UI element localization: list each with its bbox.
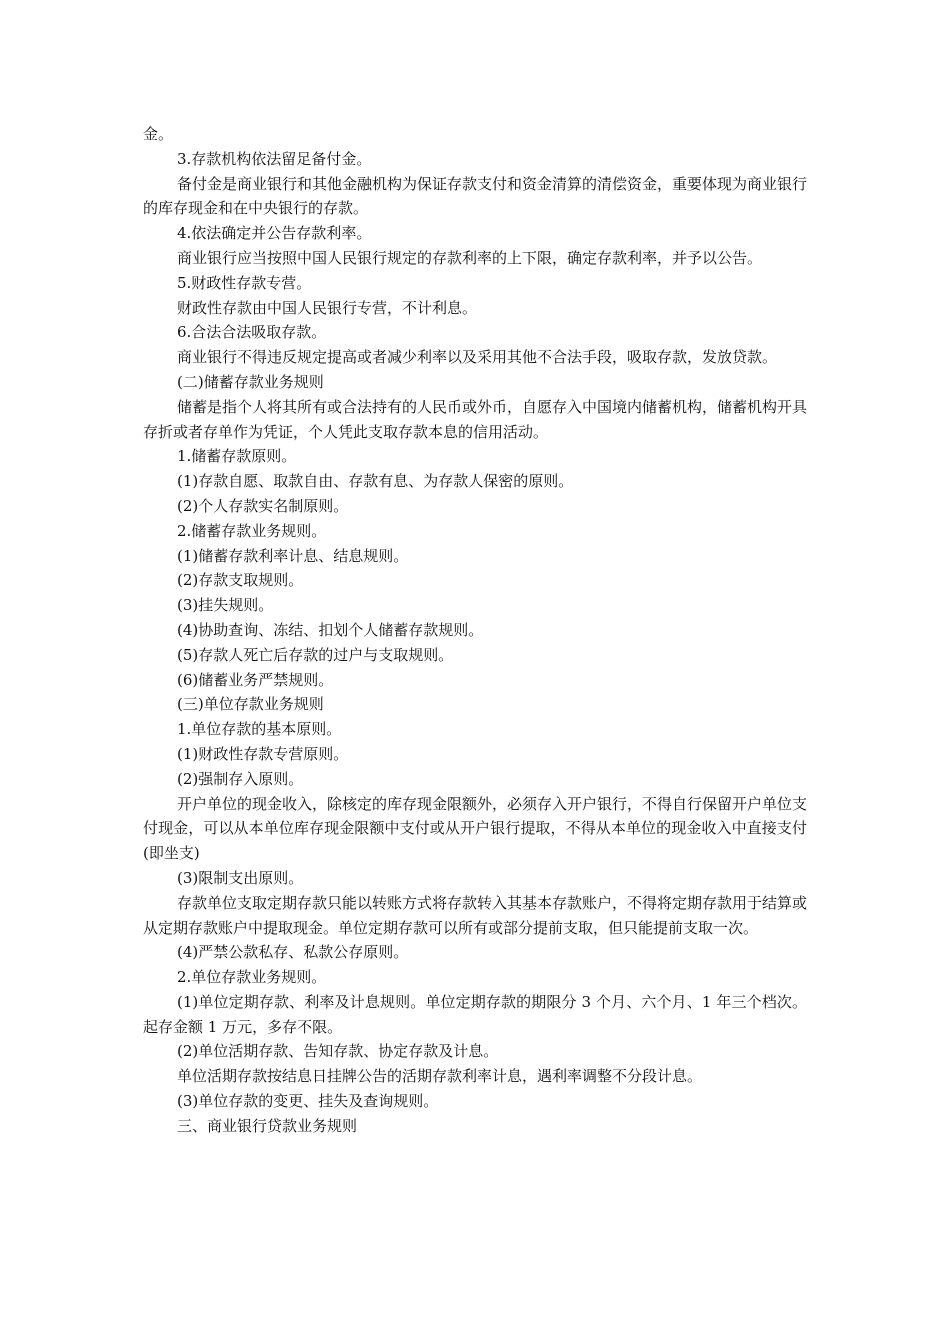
- paragraph: 2.单位存款业务规则。: [177, 968, 327, 987]
- paragraph: 4.依法确定并公告存款利率。: [177, 224, 372, 243]
- paragraph: 商业银行不得违反规定提高或者减少利率以及采用其他不合法手段，吸取存款，发放贷款。: [177, 348, 778, 367]
- paragraph: (4)严禁公款私存、私款公存原则。: [177, 943, 409, 962]
- paragraph: (三)单位存款业务规则: [177, 695, 324, 714]
- paragraph: 单位活期存款按结息日挂牌公告的活期存款利率计息，遇利率调整不分段计息。: [177, 1067, 703, 1086]
- paragraph: 1.单位存款的基本原则。: [177, 720, 342, 739]
- paragraph: (2)个人存款实名制原则。: [177, 496, 349, 515]
- paragraph: 商业银行应当按照中国人民银行规定的存款利率的上下限，确定存款利率，并予以公告。: [177, 248, 763, 267]
- paragraph: (4)协助查询、冻结、扣划个人储蓄存款规则。: [177, 620, 484, 639]
- paragraph: 储蓄是指个人将其所有或合法持有的人民币或外币，自愿存入中国境内储蓄机构，储蓄机构开具存折或者存单作为凭证，个人凭此支取存款本息的信用活动。: [143, 397, 808, 441]
- paragraph: 5.财政性存款专营。: [177, 273, 312, 292]
- document-body: [143, 122, 807, 1139]
- paragraph: 财政性存款由中国人民银行专营，不计利息。: [177, 298, 478, 317]
- paragraph: (6)储蓄业务严禁规则。: [177, 670, 334, 689]
- paragraph: (3)单位存款的变更、挂失及查询规则。: [177, 1092, 439, 1111]
- paragraph: 3.存款机构依法留足备付金。: [177, 149, 372, 168]
- paragraph: 存款单位支取定期存款只能以转账方式将存款转入其基本存款账户，不得将定期存款用于结算或从定期存款账户中提取现金。单位定期存款可以所有或部分提前支取，但只能提前支取一次。: [143, 893, 808, 937]
- paragraph: (3)挂失规则。: [177, 596, 274, 615]
- paragraph: (1)单位定期存款、利率及计息规则。单位定期存款的期限分 3 个月、六个月、1 年三个档次。起存金额 1 万元，多存不限。: [143, 992, 807, 1036]
- paragraph: (5)存款人死亡后存款的过户与支取规则。: [177, 645, 454, 664]
- paragraph: 2.储蓄存款业务规则。: [177, 521, 327, 540]
- paragraph: (2)单位活期存款、告知存款、协定存款及计息。: [177, 1042, 499, 1061]
- paragraph: 1.储蓄存款原则。: [177, 447, 297, 466]
- paragraph: 金。: [143, 125, 174, 143]
- paragraph: (2)存款支取规则。: [177, 571, 304, 590]
- paragraph: 三、商业银行贷款业务规则: [177, 1116, 358, 1135]
- paragraph: 开户单位的现金收入，除核定的库存现金限额外，必须存入开户银行，不得自行保留开户单位支付现金，可以从本单位库存现金限额中支付或从开户银行提取，不得从本单位的现金收入中直接支付(即坐支): [143, 794, 808, 863]
- paragraph: (1)储蓄存款利率计息、结息规则。: [177, 546, 409, 565]
- paragraph: (1)存款自愿、取款自由、存款有息、为存款人保密的原则。: [177, 472, 574, 491]
- paragraph: (2)强制存入原则。: [177, 769, 304, 788]
- paragraph: 6.合法合法吸取存款。: [177, 323, 327, 342]
- paragraph: 备付金是商业银行和其他金融机构为保证存款支付和资金清算的清偿资金，重要体现为商业银行的库存现金和在中央银行的存款。: [143, 174, 808, 218]
- paragraph: (二)储蓄存款业务规则: [177, 372, 324, 391]
- paragraph: (3)限制支出原则。: [177, 868, 304, 887]
- paragraph: (1)财政性存款专营原则。: [177, 744, 349, 763]
